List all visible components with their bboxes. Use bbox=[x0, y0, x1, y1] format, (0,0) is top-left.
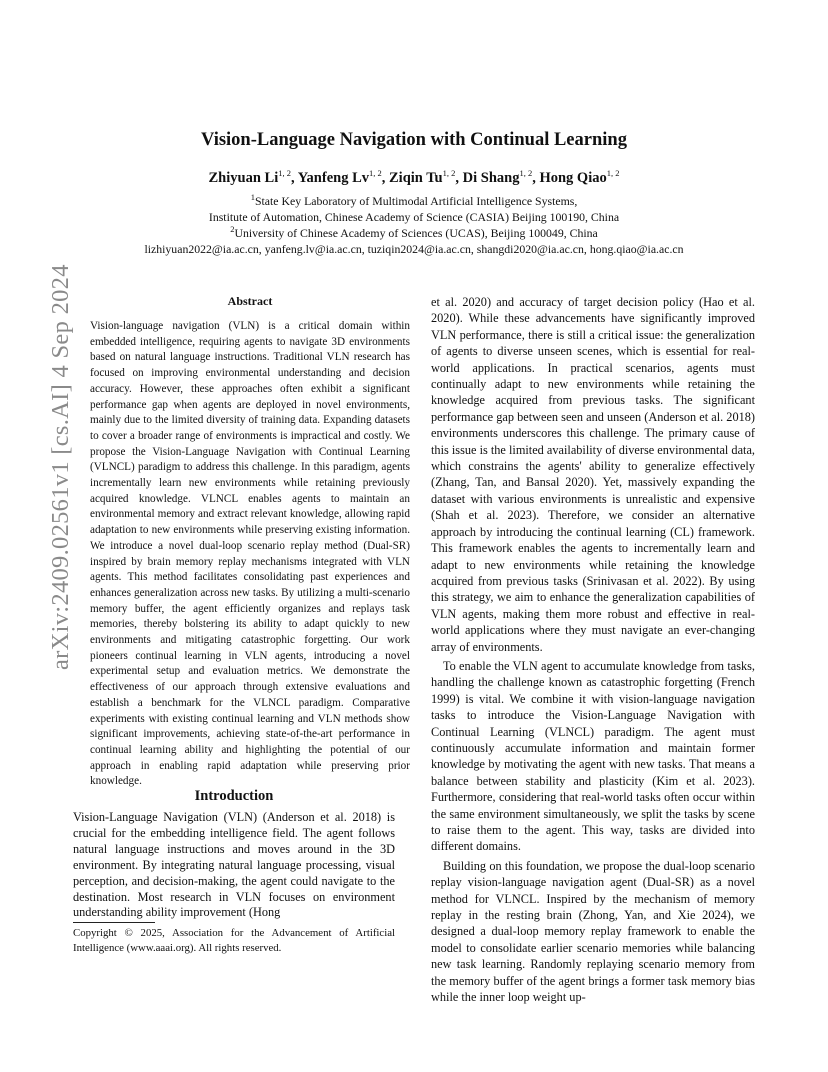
author-name: Zhiyuan Li bbox=[208, 170, 279, 186]
author-affiliation-mark: 1, 2 bbox=[369, 168, 382, 179]
author-separator: , bbox=[532, 170, 540, 186]
author-separator: , bbox=[381, 170, 389, 186]
author-emails: lizhiyuan2022@ia.ac.cn, yanfeng.lv@ia.ac.cn, tuziqin2024@ia.ac.cn, shangdi2020@ia.ac.cn, hong.qiao@ia.ac.cn bbox=[144, 242, 684, 256]
arxiv-stamp: arXiv:2409.02561v1 [cs.AI] 4 Sep 2024 bbox=[47, 264, 74, 670]
copyright-text: Copyright © 2025, Association for the Advancement of Artificial Intelligence (www.aaai.org). All rights reserved. bbox=[73, 927, 395, 954]
abstract-heading: Abstract bbox=[227, 294, 273, 308]
affiliation-text: State Key Laboratory of Multimodal Artificial Intelligence Systems, bbox=[254, 194, 578, 208]
author-name: Hong Qiao bbox=[539, 170, 607, 186]
abstract-text: Vision-language navigation (VLN) is a critical domain within embedded intelligence, requiring agents to navigate 3D environments based on natural language instructions. Traditional VLN research has focused on improving environmental understanding and decision accuracy. However, these approaches often exhibit a significant performance gap when agents are deployed in novel environments, mainly due to the limited diversity of training data. Expanding datasets to cover a broader range of environments is impractical and costly. We propose the Vision-Language Navigation with Continual Learning (VLNCL) paradigm to address this challenge. In this paradigm, agents incrementally learn new environments while retaining previously acquired knowledge. VLNCL enables agents to maintain an environmental memory and extract relevant knowledge, allowing rapid adaptation to new environments while preserving existing information. We introduce a novel dual-loop scenario replay method (Dual-SR) inspired by brain memory replay mechanisms integrated with VLN agents. This method facilitates consolidating past experiences and enhances generalization across new tasks. By utilizing a multi-scenario memory buffer, the agent efficiently organizes and replays task memories, thereby bolstering its ability to adapt quickly to new environments and mitigating catastrophic forgetting. Our work pioneers continual learning in VLN agents, introducing a novel experimental setup and evaluation metrics. We demonstrate the effectiveness of our approach through extensive evaluations and establish a benchmark for the VLNCL paradigm. Comparative experiments with existing continual learning and VLN methods show significant improvements, achieving state-of-the-art performance in continual learning ability and highlighting the potential of our approach in enabling rapid adaptation while preserving prior knowledge. bbox=[90, 320, 410, 788]
paper-title: Vision-Language Navigation with Continual Learning bbox=[201, 130, 627, 150]
author-name: Yanfeng Lv bbox=[297, 170, 369, 186]
author-affiliation-mark: 1, 2 bbox=[442, 168, 456, 179]
affiliation-text: University of Chinese Academy of Sciences (UCAS), Beijing 100049, China bbox=[234, 226, 598, 240]
affiliation-mark: 2 bbox=[230, 224, 235, 235]
right-paragraph-2: To enable the VLN agent to accumulate knowledge from tasks, handling the challenge known as catastrophic forgetting (French 1999) is vital. We combine it with vision-language navigation tasks to introduce the Vision-Language Navigation with Continual Learning (VLNCL) paradigm. The agent must continuously accumulate information and maintain former knowledge by motivating the agent with new tasks. That means a balance between stability and plasticity (Kim et al. 2023). Furthermore, considering that real-world tasks often occur within the same environment simultaneously, we split the tasks by scene to raise them to the agent. This way, tasks are divided into different domains. bbox=[431, 658, 755, 854]
copyright-notice bbox=[73, 926, 395, 955]
author-affiliation-mark: 1, 2 bbox=[606, 168, 620, 179]
author-name: Ziqin Tu bbox=[389, 170, 443, 186]
author-list bbox=[0, 170, 828, 187]
affiliation-1-line-2: Institute of Automation, Chinese Academy of Science (CASIA) Beijing 100190, China bbox=[208, 210, 620, 224]
right-paragraph-1: et al. 2020) and accuracy of target decision policy (Hao et al. 2020). While these advancements have significantly improved VLN performance, there is still a critical issue: the generalization of agents to diverse unseen scenes, which is essential for real-world applications. In practical scenarios, agents must continually adapt to new environments while retaining the knowledge acquired from previous tasks. The significant performance gap between seen and unseen (Anderson et al. 2018) environments underscores this challenge. The primary cause of this issue is the limited availability of diverse environmental data, which constrains the agents' ability to generalize effectively (Zhang, Tan, and Bansal 2020). Yet, massively expanding the dataset with various environments is unrealistic and expensive (Shah et al. 2023). Therefore, we consider an alternative approach by introducing the continual learning (CL) framework. This framework enables the agents to incrementally learn and adapt to new environments while retaining the knowledge acquired from previous tasks (Srinivasan et al. 2022). By using this strategy, we aim to enhance the generalization capabilities of VLN agents, making them more robust and effective in real-world applications where they must navigate an ever-changing array of environments. bbox=[431, 295, 755, 654]
author-affiliation-mark: 1, 2 bbox=[278, 168, 291, 179]
introduction-paragraph-1: Vision-Language Navigation (VLN) (Anderson et al. 2018) is crucial for the embedding intelligence field. The agent follows natural language instructions and moves around in the 3D environment. By integrating natural language processing, visual perception, and decision-making, the agent could navigate to the destination. Most research in VLN focuses on environment understanding ability improvement (Hong bbox=[73, 810, 395, 920]
introduction-body bbox=[73, 810, 395, 921]
author-separator: , bbox=[290, 170, 298, 186]
footnote-rule bbox=[73, 922, 155, 923]
author-separator: , bbox=[455, 170, 463, 186]
abstract-body bbox=[90, 319, 410, 790]
author-affiliation-mark: 1, 2 bbox=[519, 168, 533, 179]
affiliation-1-line-1 bbox=[0, 193, 828, 210]
right-paragraph-3: Building on this foundation, we propose the dual-loop scenario replay vision-language navigation agent (Dual-SR) as a novel method for VLNCL. Inspired by the mechanism of memory replay in the resting brain (Zhong, Yan, and Xie 2024), we designed a dual-loop memory replay framework to enable the model to consolidate earlier scenario memories while balancing new task learning. Randomly replaying scenario memory from the memory buffer of the agent brings a former task memory bias while the inner loop weight up- bbox=[431, 858, 755, 1005]
affiliation-mark: 1 bbox=[250, 192, 255, 203]
right-column-body bbox=[431, 294, 755, 1005]
introduction-heading: Introduction bbox=[194, 788, 274, 804]
affiliation-2 bbox=[0, 225, 828, 242]
author-name: Di Shang bbox=[462, 170, 520, 186]
